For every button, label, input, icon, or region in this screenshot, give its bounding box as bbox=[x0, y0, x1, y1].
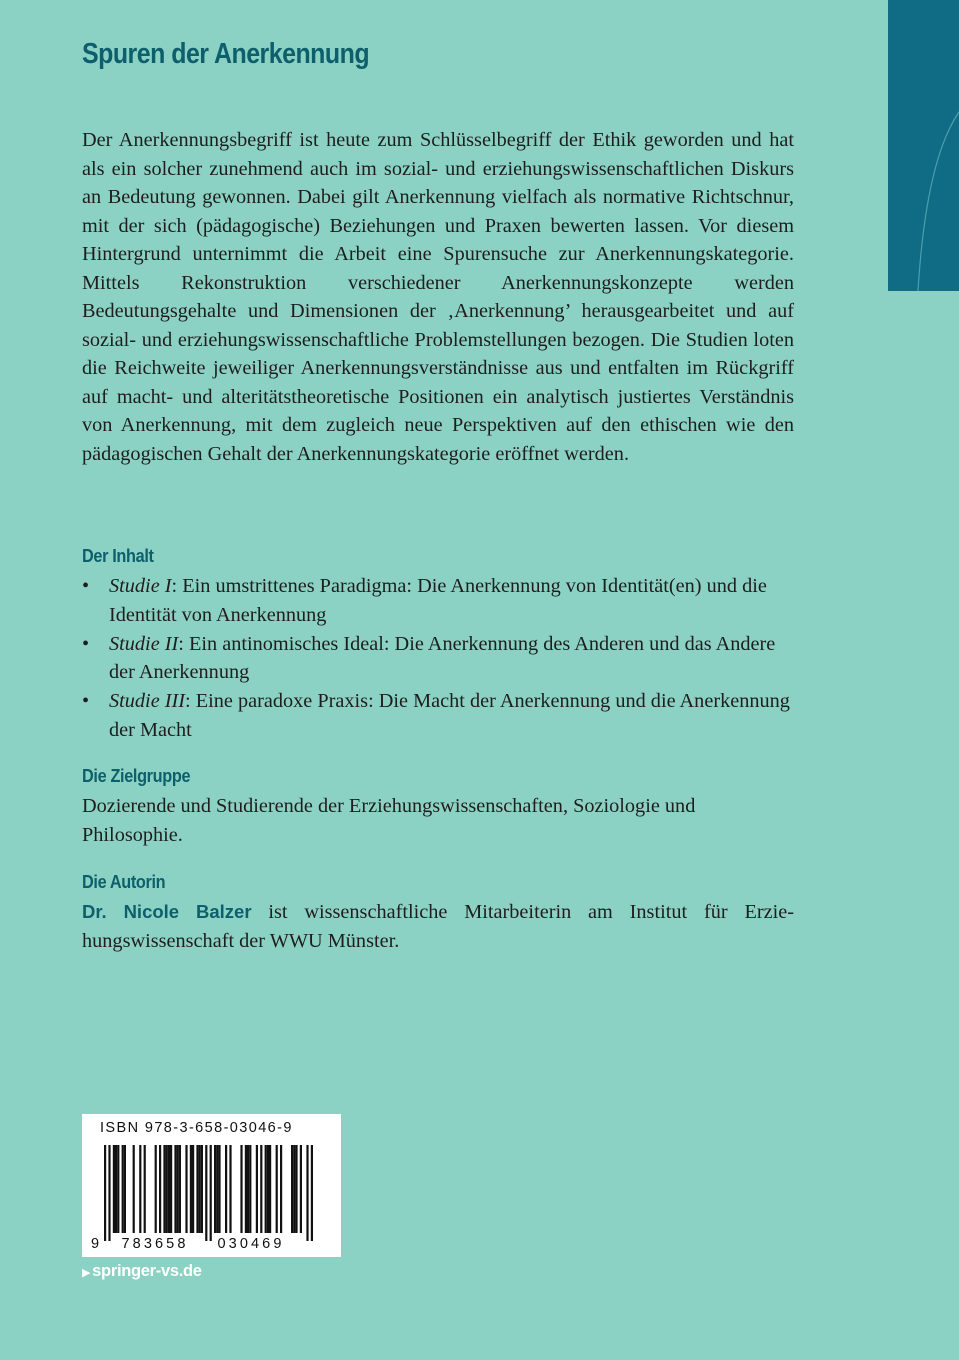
bullet-icon: • bbox=[82, 690, 90, 713]
list-item bbox=[82, 572, 794, 630]
audience-text: Dozierende und Studierende der Erziehungswissenschaften, Soziologie und Philosophie. bbox=[82, 795, 696, 846]
study-description: : Ein antinomisches Ideal: Die Anerkennung des Anderen und das Andere der Anerkennung bbox=[109, 632, 776, 684]
barcode-bar bbox=[280, 1145, 282, 1233]
author-heading: Die Autorin bbox=[82, 871, 166, 892]
contents-heading: Der Inhalt bbox=[82, 545, 154, 566]
barcode-bar bbox=[190, 1145, 192, 1233]
barcode-bar bbox=[104, 1145, 106, 1241]
barcode-bar bbox=[108, 1145, 110, 1241]
barcode-bar bbox=[155, 1145, 157, 1233]
barcode-bar bbox=[225, 1145, 227, 1233]
barcode-bar bbox=[300, 1145, 302, 1233]
barcode-bar bbox=[245, 1145, 247, 1233]
barcode-bar bbox=[166, 1145, 168, 1233]
arrow-icon: ▶ bbox=[82, 1267, 91, 1279]
barcode-bar bbox=[144, 1145, 146, 1233]
barcode-bar bbox=[177, 1145, 179, 1233]
barcode-bar bbox=[210, 1145, 212, 1241]
barcode-bar bbox=[276, 1145, 278, 1233]
study-label: Studie I bbox=[109, 575, 172, 597]
barcode-bar bbox=[311, 1145, 313, 1241]
barcode-bar bbox=[196, 1145, 198, 1233]
barcode-bar bbox=[122, 1145, 124, 1233]
barcode-bar bbox=[124, 1145, 126, 1233]
barcode-bar bbox=[229, 1145, 231, 1233]
barcode-bar bbox=[199, 1145, 201, 1233]
barcode-bar bbox=[163, 1145, 165, 1233]
bullet-icon: • bbox=[82, 575, 90, 597]
isbn-number: ISBN 978-3-658-03046-9 bbox=[100, 1120, 293, 1136]
barcode-bar bbox=[179, 1145, 181, 1233]
barcode-bar bbox=[291, 1145, 293, 1233]
barcode-bar bbox=[269, 1145, 271, 1233]
study-label: Studie II bbox=[109, 632, 179, 655]
barcode-bar bbox=[192, 1145, 194, 1233]
barcode-bar bbox=[185, 1145, 187, 1233]
barcode-bar bbox=[247, 1145, 249, 1233]
barcode-bar bbox=[256, 1145, 258, 1233]
contents-list bbox=[82, 572, 794, 745]
barcode-bar bbox=[267, 1145, 269, 1233]
author-name: Dr. Nicole Balzer bbox=[82, 901, 252, 922]
study-description: : Eine paradoxe Praxis: Die Macht der Anerkennung und die Anerkennung der Macht bbox=[109, 690, 790, 741]
barcode-bar bbox=[113, 1145, 115, 1233]
barcode-bar bbox=[216, 1145, 218, 1233]
ean-right-digits: 030469 bbox=[217, 1236, 285, 1252]
barcode-bar bbox=[218, 1145, 220, 1233]
barcode-bar bbox=[168, 1145, 170, 1233]
isbn-barcode bbox=[82, 1114, 341, 1257]
study-label: Studie III bbox=[109, 690, 186, 713]
publisher-url: springer-vs.de bbox=[92, 1262, 202, 1280]
barcode-bar bbox=[293, 1145, 295, 1233]
study-description: : Ein umstrittenes Paradigma: Die Anerkennung von Identität(en) und die Identität von Anerkennung bbox=[109, 575, 767, 626]
list-item bbox=[82, 687, 794, 745]
barcode-bar bbox=[117, 1145, 119, 1233]
author-bio bbox=[82, 898, 794, 956]
barcode-bar bbox=[214, 1145, 216, 1233]
barcode-bar bbox=[306, 1145, 308, 1241]
barcode-bar bbox=[260, 1145, 262, 1233]
barcode-bar bbox=[201, 1145, 203, 1233]
book-description: Der Anerkennungsbegriff ist heute zum Schlüsselbegriff der Ethik geworden und hat als ein solcher zunehmend auch im sozial- und erziehungswissenschaftlichen Diskurs an Bedeutung gewonnen. Dabei gilt Anerkennung vielfach als normative Richtschnur, mit der sich (pädagogische) Beziehungen und Praxen bewerten lassen. Vor diesem Hintergrund unternimmt die Arbeit eine Spurensuche zur Anerkennungskategorie. Mittels Rekonstruktion verschiedener Anerkennungskonzepte werden Bedeutungsgehalte und Dimensionen der ‚Anerkennung’ herausgearbeitet und auf sozial- und erziehungswissenschaftliche Problemstellungen bezogen. Die Studien loten die Reichweite jeweiliger Anerkennungsverständnisse aus und entfalten im Rückgriff auf macht- und alteritätstheoretische Positionen ein analytisch justiertes Verständnis von Anerkennung, mit dem zugleich neue Perspektiven auf den ethischen wie den pädagogischen Gehalt der Anerkennungskategorie eröffnet werden. bbox=[82, 129, 794, 465]
barcode-bar bbox=[139, 1145, 141, 1233]
barcode-bar bbox=[205, 1145, 207, 1241]
barcode-bar bbox=[159, 1145, 161, 1233]
audience-heading: Die Zielgruppe bbox=[82, 765, 191, 786]
barcode-bar bbox=[115, 1145, 117, 1233]
barcode-bar bbox=[174, 1145, 176, 1233]
book-title: Spuren der Anerkennung bbox=[82, 38, 370, 70]
list-item bbox=[82, 630, 794, 688]
barcode-bar bbox=[133, 1145, 135, 1233]
ean-first-digit: 9 bbox=[91, 1236, 100, 1252]
publisher-link[interactable] bbox=[82, 1262, 202, 1281]
barcode-bar bbox=[240, 1145, 242, 1233]
decorative-arc bbox=[888, 0, 959, 291]
author-bio-text: ist wissenschaftliche Mitarbeiterin am Institut für Erziehungswissenschaft der WWU Münster. bbox=[82, 901, 794, 952]
ean-left-digits: 783658 bbox=[121, 1236, 189, 1252]
bullet-icon: • bbox=[82, 632, 90, 655]
barcode-bar bbox=[170, 1145, 172, 1233]
barcode-bar bbox=[249, 1145, 251, 1233]
decorative-corner-block bbox=[888, 0, 959, 291]
barcode-bar bbox=[295, 1145, 297, 1233]
barcode-bar bbox=[265, 1145, 267, 1233]
